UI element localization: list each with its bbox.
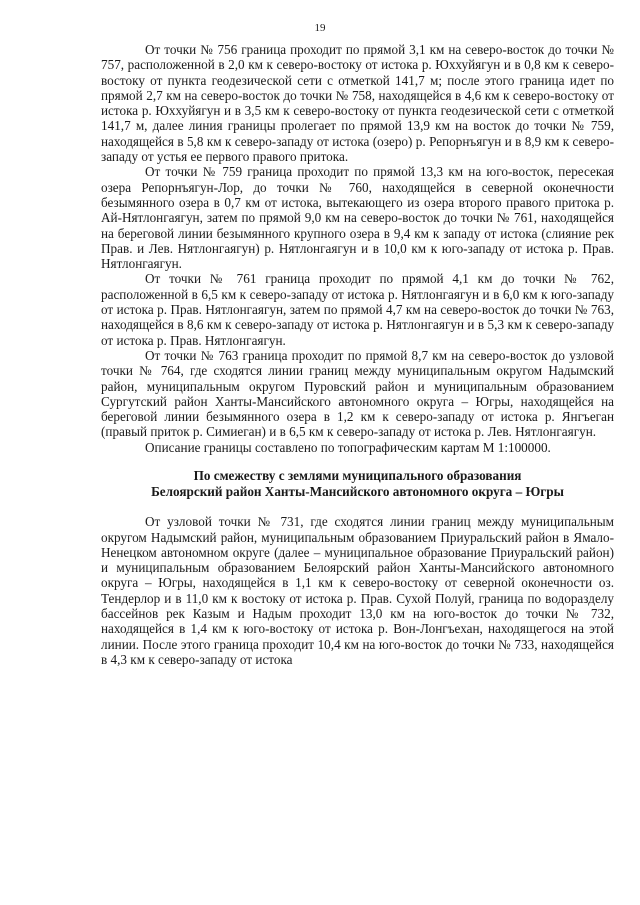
paragraph: От узловой точки № 731, где сходятся линии границ между муниципальным округом Надымский район, муниципальным образованием Приуральский район в Ямало-Ненецком автономном округе (далее – муниципальное образование Приуральский район) и муниципальным образованием Белоярский район Ханты-Мансийского автономного округа – Югры, находящейся в 1,1 км к северо-востоку от северной оконечности оз. Тендерлор и в 11,0 км к востоку от истока р. Прав. Сухой Полуй, граница по водоразделу бассейнов рек Казым и Надым проходит 13,0 км на юго-восток до точки № 732, находящейся в 1,4 км к юго-востоку от истока р. Вон-Лонгъехан, находящегося на этой линии. После этого граница проходит 10,4 км на юго-восток до точки № 733, находящейся в 4,3 км к северо-западу от истока [101,514,614,667]
document-body [101,42,614,667]
paragraph: От точки № 756 граница проходит по прямой 3,1 км на северо-восток до точки № 757, расположенной в 2,0 км к северо-востоку от истока р. Юххуйягун и в 0,8 км к северо-востоку от пункта геодезической сети с отметкой 141,7 м; после этого граница идет по прямой 2,7 км на северо-восток до точки № 758, находящейся в 4,6 км к северо-востоку от истока р. Юххуйягун и в 3,5 км к северо-востоку от пункта геодезической сети с отметкой 141,7 м, далее линия границы пролегает по прямой 13,9 км на восток до точки № 759, находящейся в 5,8 км к северо-западу от истока (озеро) р. Репорнъягун и в 8,9 км к северо-западу от устья ее первого правого притока. [101,42,614,165]
section-heading [101,468,614,499]
paragraph: Описание границы составлено по топографическим картам М 1:100000. [145,439,551,455]
paragraph: От точки № 759 граница проходит по прямой 13,3 км на юго-восток, пересекая озера Репорнъягун-Лор, до точки № 760, находящейся в северной оконечности безымянного озера в 0,7 км от истока, вытекающего из озера второго правого притока р. Ай-Нятлонгаягун, затем по прямой 9,0 км на северо-восток до точки № 761, находящейся на береговой линии безымянного крупного озера в 9,4 км к западу от истока (слияние рек Прав. и Лев. Нятлонгаягун) р. Нятлонгаягун и в 10,0 км к юго-западу от истока р. Прав. Нятлонгаягун. [101,164,614,272]
paragraph: От точки № 763 граница проходит по прямой 8,7 км на северо-восток до узловой точки № 764, где сходятся линии границ между муниципальным округом Надымский район, муниципальным округом Пуровский район и муниципальным образованием Сургутский район Ханты-Мансийского автономного округа – Югры, находящейся на береговой линии безымянного озера в 1,2 км к северо-западу от истока р. Янгъеган (правый приток р. Симиеган) и в 6,5 км к северо-западу от истока р. Лев. Нятлонгаягун. [101,347,614,440]
paragraph: От точки № 761 граница проходит по прямой 4,1 км до точки № 762, расположенной в 6,5 км к северо-западу от истока р. Нятлонгаягун и в 6,0 км к юго-западу от истока р. Прав. Нятлонгаягун, затем по прямой 4,7 км на северо-восток до точки № 763, находящейся в 8,6 км к северо-западу от истока р. Нятлонгаягун и в 5,3 км к северо-западу от истока р. Прав. Нятлонгаягун. [101,271,614,348]
page-number: 19 [314,22,326,34]
section-heading-line: По смежеству с землями муниципального образования [193,468,522,484]
section-heading-line: Белоярский район Ханты-Мансийского автономного округа – Югры [151,483,564,499]
